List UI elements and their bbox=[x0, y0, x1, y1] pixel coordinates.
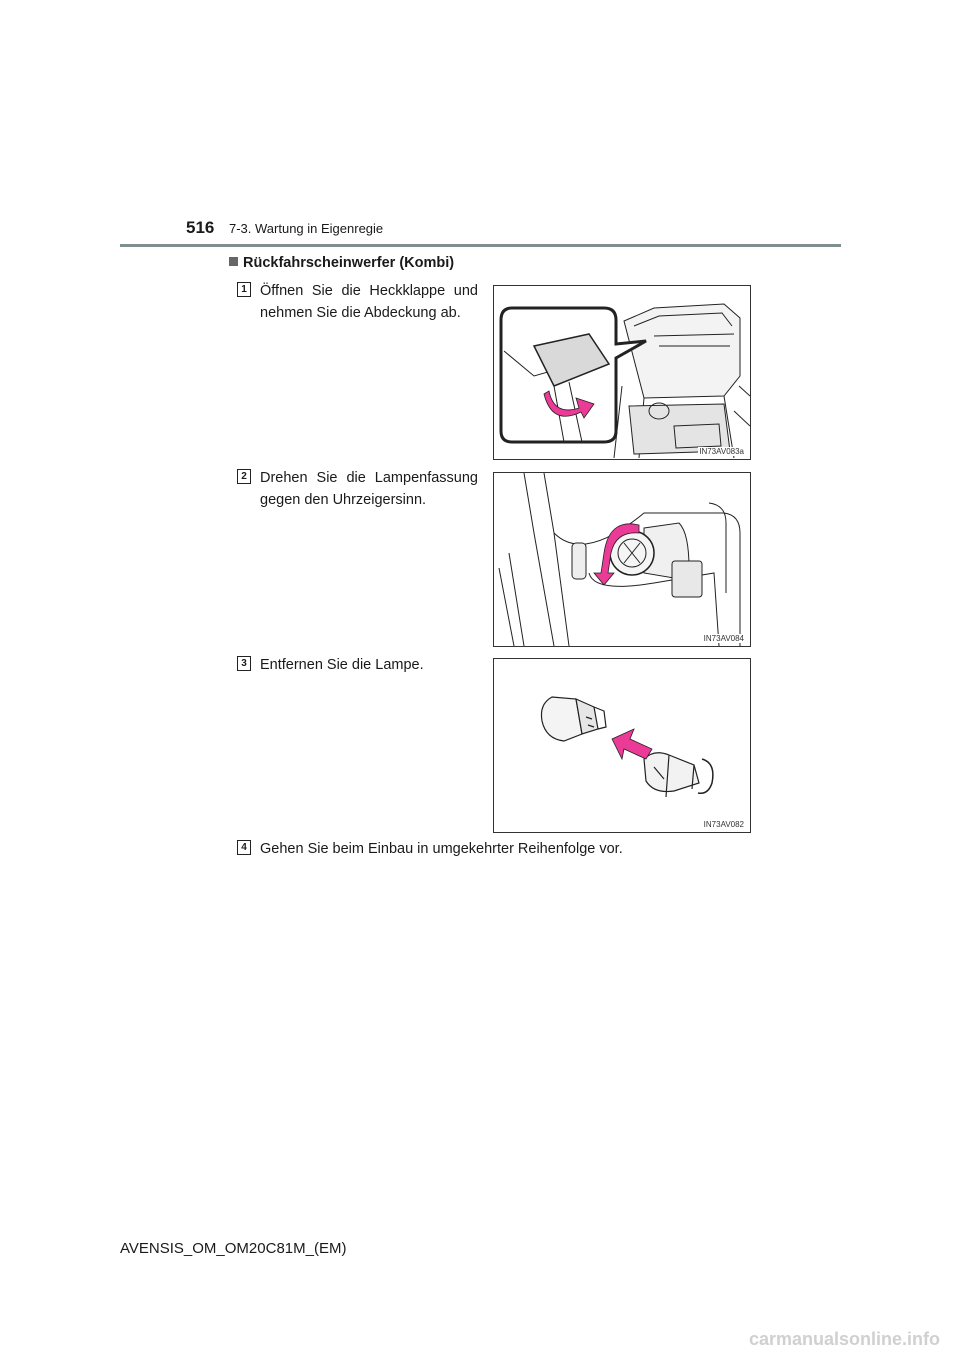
section-title: 7-3. Wartung in Eigenregie bbox=[229, 221, 384, 236]
header-rule bbox=[120, 244, 841, 247]
step-2-badge: 2 bbox=[237, 469, 251, 484]
figure-code-3: IN73AV082 bbox=[703, 820, 744, 829]
figure-step-3 bbox=[493, 658, 751, 833]
page-number: 516 bbox=[186, 218, 215, 237]
step-4-text: Gehen Sie beim Einbau in umgekehrter Reihenfolge vor. bbox=[260, 841, 623, 857]
step-1-badge: 1 bbox=[237, 282, 251, 297]
step-3-badge: 3 bbox=[237, 656, 251, 671]
step-2-text: Drehen Sie die Lampenfassung gegen den Uhrzeigersinn. bbox=[260, 470, 478, 508]
step-4-badge: 4 bbox=[237, 840, 251, 855]
figure-code-2: IN73AV084 bbox=[703, 634, 744, 643]
step-3-text: Entfernen Sie die Lampe. bbox=[260, 657, 424, 673]
figure-step-2 bbox=[493, 472, 751, 647]
figure-code-1: IN73AV083a bbox=[699, 447, 744, 456]
watermark: carmanualsonline.info bbox=[748, 1329, 940, 1349]
subheading bbox=[229, 255, 454, 271]
step-1-text: Öffnen Sie die Heckklappe und nehmen Sie die Abdeckung ab. bbox=[260, 283, 478, 321]
subheading-text: Rückfahrscheinwerfer (Kombi) bbox=[243, 255, 455, 271]
lamp-socket-illustration bbox=[494, 473, 750, 646]
figure-step-1 bbox=[493, 285, 751, 460]
footer-doc-code: AVENSIS_OM_OM20C81M_(EM) bbox=[120, 1240, 347, 1257]
bulb-removal-illustration bbox=[494, 659, 750, 832]
tailgate-open-illustration bbox=[494, 286, 750, 459]
square-bullet-icon bbox=[229, 257, 238, 266]
